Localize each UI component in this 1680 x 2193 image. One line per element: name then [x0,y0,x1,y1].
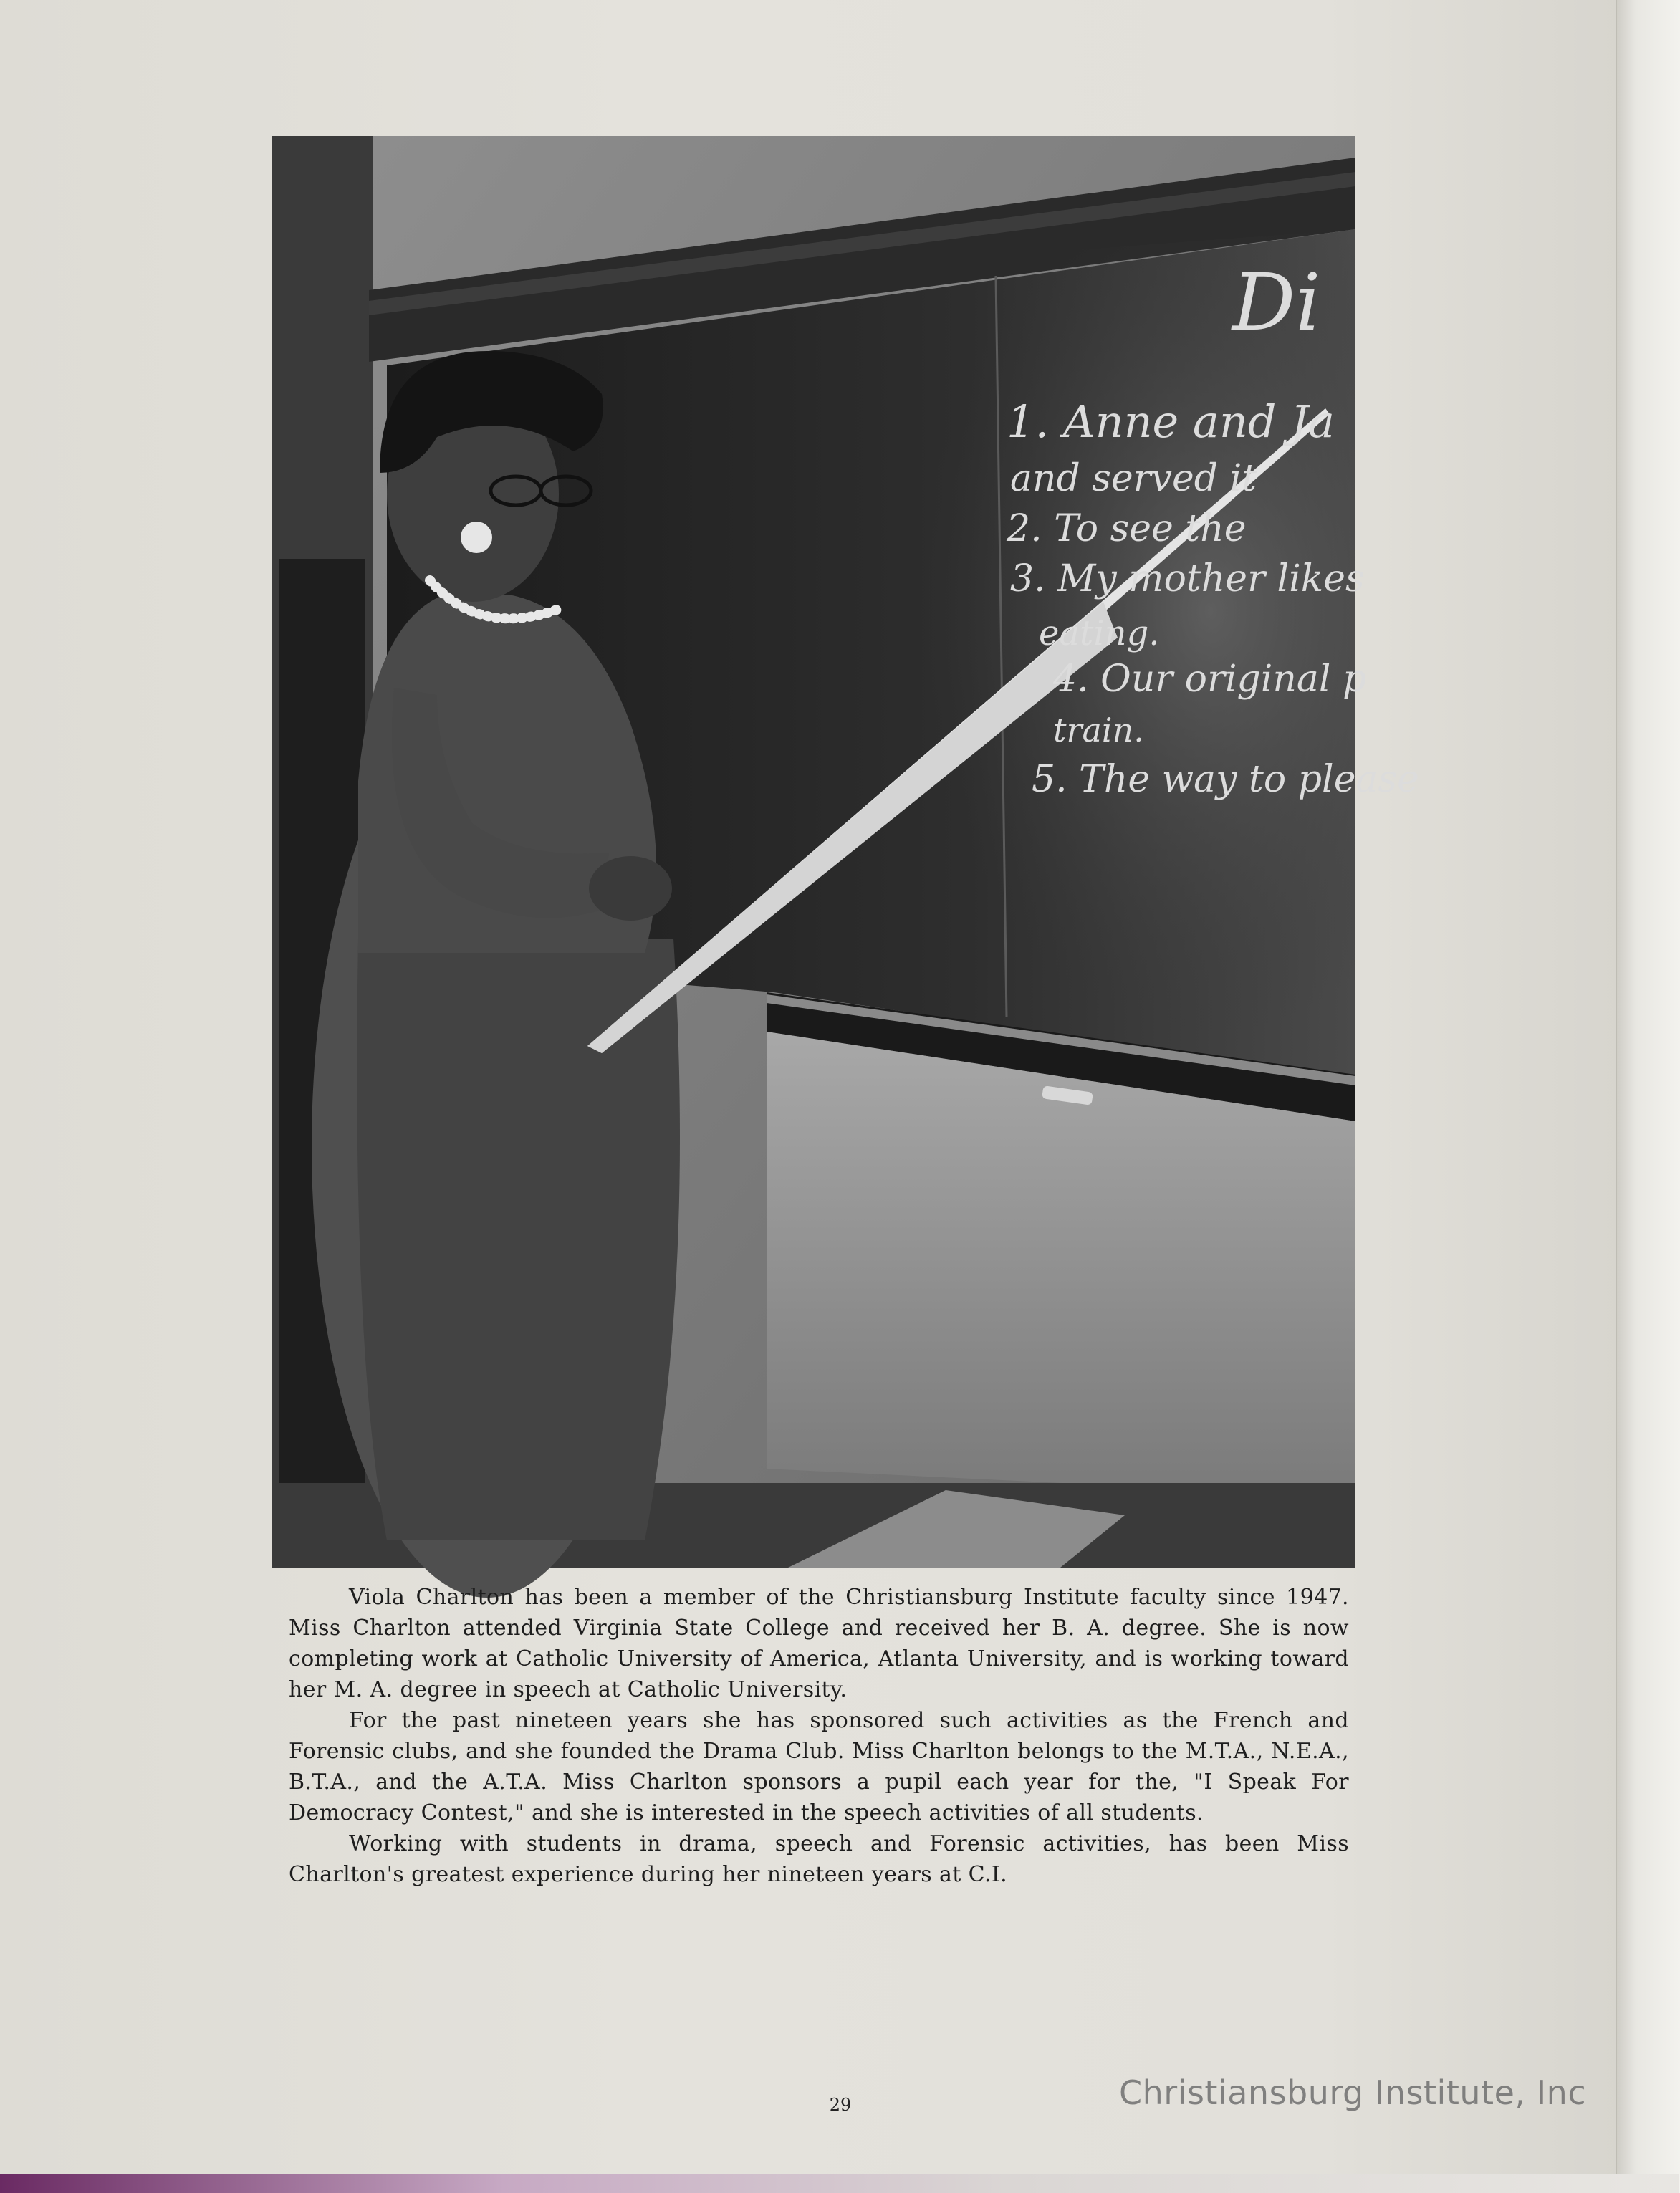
teacher-photo [272,136,1419,1568]
chalk-line: Di [1232,256,1321,348]
scan-bottom-edge [0,2174,1679,2193]
page-edge [1616,0,1680,2193]
chalk-line: 3. My mother likes [1010,557,1365,600]
chalk-line: 2. To see the [1007,507,1247,550]
chalk-line: 5. The way to please [1032,758,1419,801]
chalk-line: 4. Our original p [1053,658,1367,701]
chalk-line: 1. Anne and Ja [1007,395,1335,448]
caption-paragraph: For the past nineteen years she has sponsored such activities as the French and Forensic clubs, and she founded the Drama Club. Miss Charlton belongs to the M.T.A., N.E.A., B.T.A., and the A.T.A. Miss Charlton sponsors a pupil each year for the, "I Speak For Democracy Contest," and she is interested in the speech activities of all students. [289,1708,1349,1825]
chalk-line: eating. [1039,613,1160,653]
watermark: Christiansburg Institute, Inc [1119,2073,1587,2112]
chalk-line: train. [1053,711,1144,749]
caption-paragraph: Working with students in drama, speech and Forensic activities, has been Miss Charlton's greatest experience during her nineteen years at C.I. [289,1831,1349,1887]
caption-paragraph: Viola Charlton has been a member of the Christiansburg Institute faculty since 1947. Miss Charlton attended Virginia State College and received her B. A. degree. She is now completing work at Catholic University of America, Atlanta University, and is working toward her M. A. degree in speech at Catholic University. [289,1585,1349,1702]
photo-caption [289,1582,1349,1890]
chalk-line: and served it [1010,457,1257,500]
page-number: 29 [829,2095,852,2115]
